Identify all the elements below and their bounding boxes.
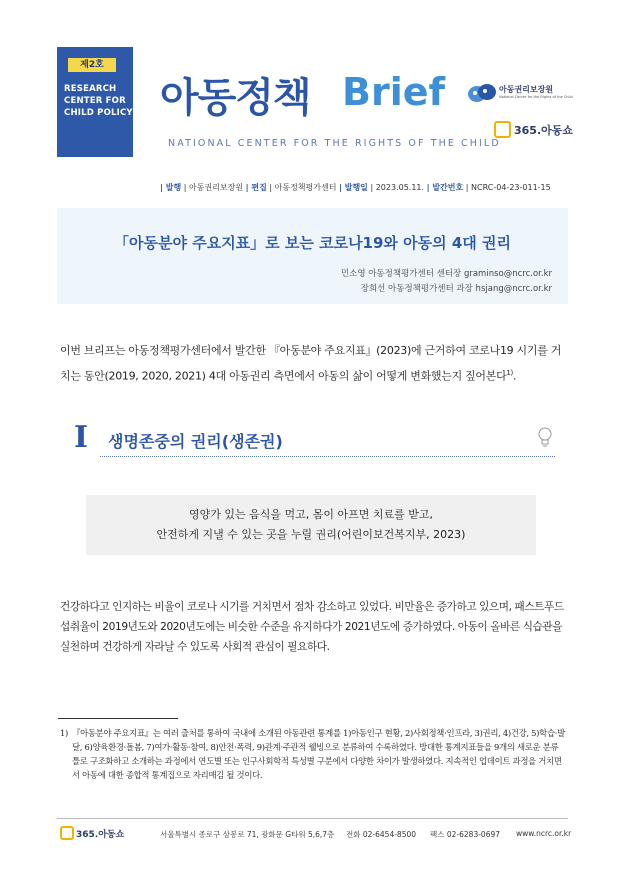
- logo-365: [494, 120, 574, 140]
- date-label: 발행일: [344, 183, 368, 192]
- intro-paragraph: [60, 340, 566, 388]
- issue-badge: 제2호: [68, 58, 116, 72]
- edit-label: 편집: [251, 183, 267, 192]
- author-2: 장희선 아동정책평가센터 과장 hsjang@ncrc.or.kr: [360, 284, 552, 294]
- author-1: 민소영 아동정책평가센터 센터장 graminso@ncrc.or.kr: [340, 269, 552, 279]
- section-title: 생명존중의 권리(생존권): [108, 432, 283, 451]
- footer-divider: [57, 818, 568, 819]
- org-logo: [467, 82, 573, 106]
- research-line-2: CENTER FOR: [64, 96, 126, 106]
- publisher: 아동권리보장원: [188, 183, 244, 192]
- logo-365-text: 365.아동쇼: [514, 124, 574, 137]
- main-title: 「아동분야 주요지표」로 보는 코로나19와 아동의 4대 권리: [114, 234, 511, 252]
- number-label: 발간번호: [432, 183, 464, 192]
- title-box: [57, 208, 568, 304]
- quote-line-2: 안전하게 지낼 수 있는 곳을 누릴 권리(어린이보건복지부, 2023): [156, 528, 466, 541]
- intro-end: .: [513, 369, 517, 383]
- brief-title-english: Brief: [342, 70, 446, 114]
- footer-logo-text: 365.아동쇼: [76, 830, 125, 840]
- quote-line-1: 영양가 있는 음식을 먹고, 몸이 아프면 치료를 받고,: [189, 508, 433, 521]
- footer-fax: 팩스 02-6283-0697: [430, 830, 501, 839]
- footnote-ref[interactable]: 1): [506, 369, 513, 377]
- footer-address: 서울특별시 종로구 삼봉로 71, 광화문 G타워 5,6,7층: [160, 830, 335, 839]
- section-divider: [100, 456, 555, 457]
- brief-title-korean: 아동정책: [160, 75, 311, 121]
- footnote-number: 1): [60, 728, 68, 738]
- publication-info: | 발행 | 아동권리보장원 | 편집 | 아동정책평가센터 | 발행일 | 2023.05.11. | 발간번호 | NCRC-04-23-011-15: [160, 183, 551, 192]
- quote-box: [86, 495, 536, 555]
- body-paragraph: 건강하다고 인지하는 비율이 코로나 시기를 거치면서 점차 감소하고 있었다. 비만율은 증가하고 있으며, 패스트푸드 섭취율이 2019년도와 2020년도에는 비슷한 수준을 유지하다가 2021년도에 증가하였다. 아동이 올바른 식습관을 실천하며 건강하게 자라날 수 있도록 사회적 관심이 필요하다.: [60, 601, 564, 653]
- section-heading: [60, 420, 568, 460]
- footer-website-link[interactable]: www.ncrc.or.kr: [516, 829, 572, 838]
- lightbulb-icon: [536, 426, 554, 448]
- footer-logo: [60, 826, 125, 842]
- publish-date: 2023.05.11.: [375, 183, 425, 192]
- publish-label: 발행: [165, 183, 182, 192]
- publication-number: NCRC-04-23-011-15: [471, 183, 551, 192]
- org-name: 아동권리보장원: [499, 85, 554, 94]
- research-line-3: CHILD POLICY: [64, 108, 133, 118]
- footer-phone: 전화 02-6454-8500: [346, 830, 417, 839]
- intro-text: 이번 브리프는 아동정책평가센터에서 발간한 『아동분야 주요지표』(2023)에 근거하여 코로나19 시기를 거치는 동안(2019, 2020, 2021) 4대 아동권리 측면에서 아동의 삶이 어떻게 변화했는지 짚어본다: [60, 344, 562, 383]
- research-center-label: [64, 83, 133, 119]
- org-name-english: National Center for the Rights of the Child: [499, 95, 573, 99]
- research-line-1: RESEARCH: [64, 84, 117, 94]
- smile-box-icon: [494, 121, 511, 138]
- footnote-text: 『아동분야 주요지표』는 여러 출처를 통하여 국내에 소개된 아동관련 통계를 1)아동인구 현황, 2)사회정책·인프라, 3)권리, 4)건강, 5)학습·발달, 6)양육환경·돌봄, 7)여가·활동·참여, 8)안전·폭력, 9)관계·주관적 웰빙으로 분류하여 수록하였다. 방대한 통계지표들을 9개의 새로운 분류틀로 구조화하고 소개하는 과정에서 연도별 또는 인구사회학적 특성별 구분에서 다양한 차이가 발생하였다. 지속적인 업데이트 과정을 거치면서 아동에 대한 종합적 통계집으로 자리매김 될 것이다.: [72, 728, 565, 780]
- org-logo-icon: [467, 82, 497, 104]
- brief-subtitle: NATIONAL CENTER FOR THE RIGHTS OF THE CHILD: [168, 138, 501, 149]
- footer-smile-icon: [60, 826, 74, 840]
- editor: 아동정책평가센터: [274, 183, 337, 192]
- section-number: I: [74, 420, 89, 455]
- footnote-divider: [58, 718, 178, 719]
